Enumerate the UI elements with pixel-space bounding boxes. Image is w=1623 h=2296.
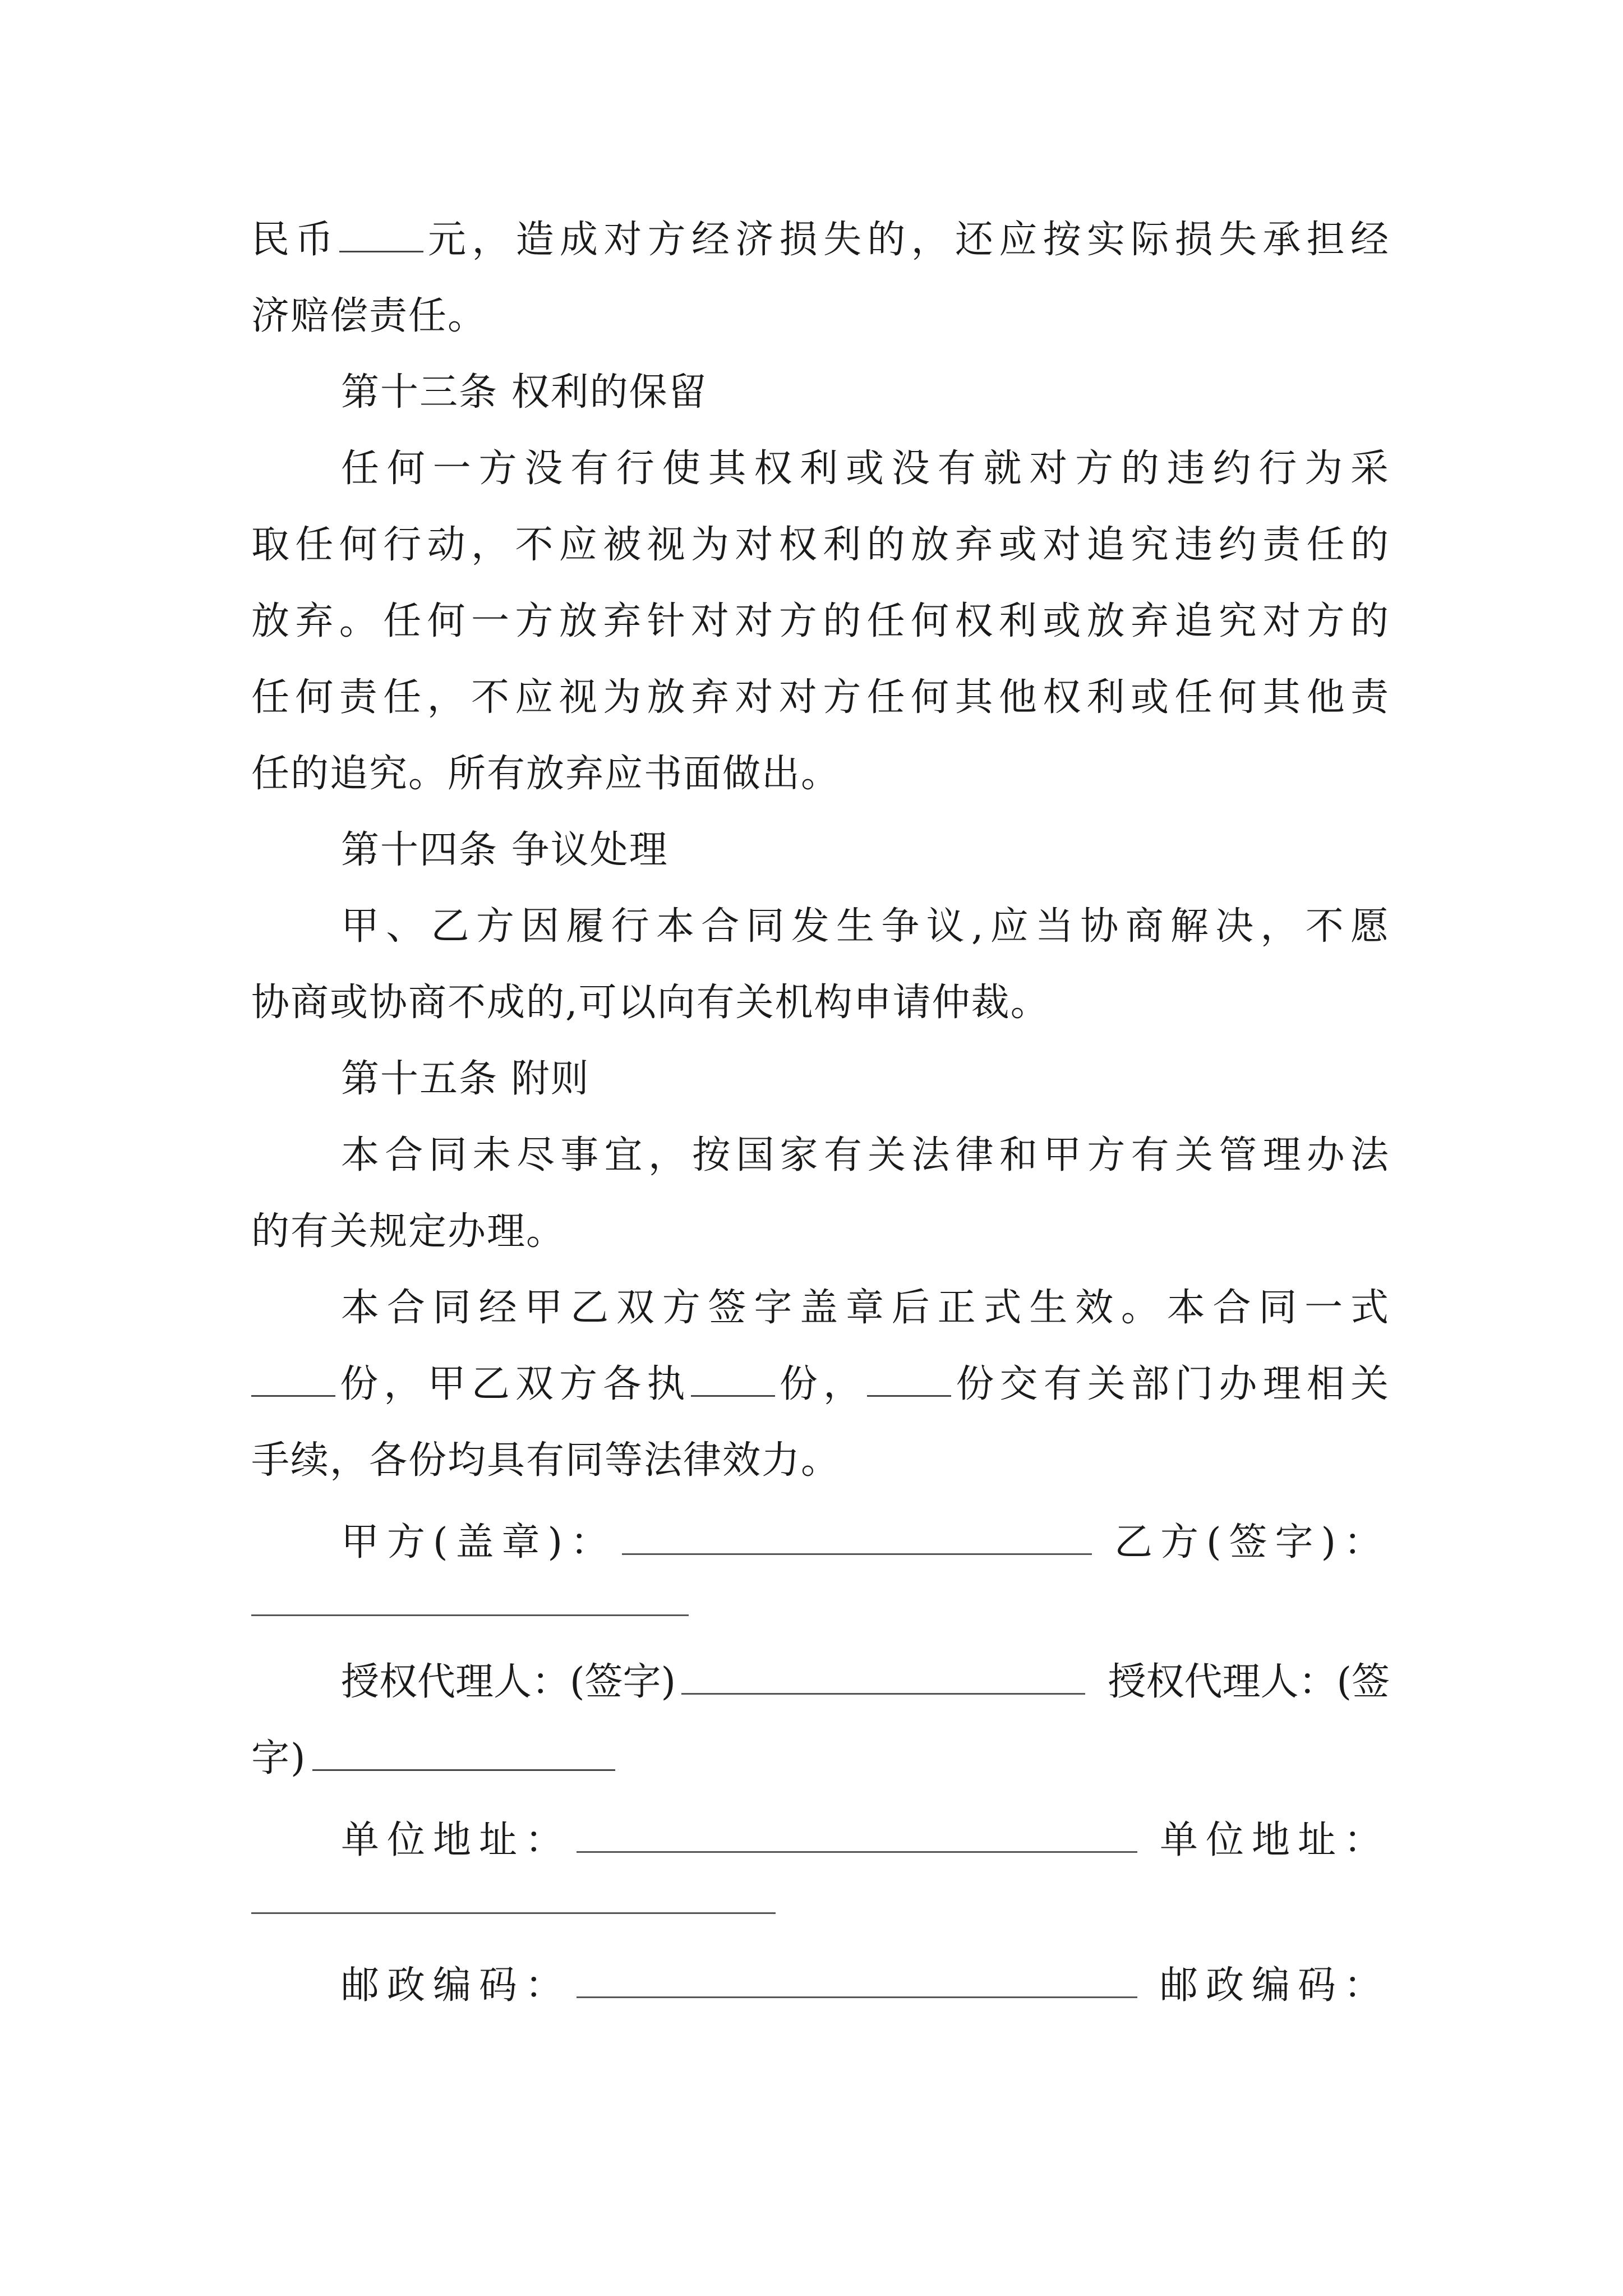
address-b-label: 单位地址： (1159, 1818, 1390, 1862)
text-line: 任何一方没有行使其权利或没有就对方的违约行为采 (341, 447, 1390, 491)
agent-b-label: 授权代理人：(签 (1108, 1660, 1390, 1704)
address-row (251, 1802, 1390, 1879)
text-line: 取任何行动，不应被视为对权利的放弃或对追究违约责任的 (251, 523, 1390, 567)
article-15-title: 第十五条 附则 (341, 1057, 590, 1101)
postcode-row (251, 1948, 1390, 2024)
party-signature-row (251, 1504, 1390, 1581)
agent-b-label-cont: 字) (251, 1736, 307, 1780)
text-line (251, 202, 1390, 278)
spacer (251, 1914, 1390, 1948)
postcode-b-label: 邮政编码： (1159, 1963, 1390, 2008)
text-line: 协商或协商不成的,可以向有关机构申请仲裁。 (251, 981, 1050, 1025)
text-line: 任的追究。所有放弃应书面做出。 (251, 752, 841, 796)
text-line: 手续，各份均具有同等法律效力。 (251, 1438, 841, 1483)
text-line: 济赔偿责任。 (251, 294, 487, 338)
text-fragment: 份，甲乙双方各执 (335, 1362, 691, 1406)
address-a-label: 单位地址： (341, 1818, 571, 1862)
text-line: 放弃。任何一方放弃针对对方的任何权利或放弃追究对方的 (251, 599, 1390, 643)
agent-b-sign-line[interactable] (312, 1736, 615, 1771)
fill-blank-copies-dept[interactable] (867, 1361, 951, 1397)
postcode-a-line[interactable] (577, 1963, 1137, 1998)
article-14-title: 第十四条 争议处理 (341, 828, 668, 872)
agent-a-sign-line[interactable] (681, 1659, 1085, 1695)
party-b-label: 乙方(签字)： (1114, 1520, 1390, 1565)
party-a-label: 甲方(盖章)： (341, 1520, 617, 1565)
spacer (251, 1616, 1390, 1644)
fill-blank-copies-each[interactable] (691, 1361, 775, 1397)
agent-signature-row (251, 1644, 1390, 1720)
address-a-line[interactable] (577, 1818, 1137, 1853)
text-line: 任何责任，不应视为放弃对对方任何其他权利或任何其他责 (251, 675, 1390, 720)
text-fragment: 元，造成对方经济损失的，还应按实际损失承担经 (423, 218, 1390, 262)
text-line (251, 1346, 1390, 1423)
agent-b-row (251, 1720, 1390, 1797)
contract-page (251, 202, 1390, 2024)
postcode-a-label: 邮政编码： (341, 1963, 571, 2008)
party-a-seal-line[interactable] (622, 1520, 1092, 1555)
text-line: 本合同经甲乙双方签字盖章后正式生效。本合同一式 (341, 1286, 1390, 1330)
text-fragment: 份交有关部门办理相关 (951, 1362, 1390, 1406)
text-fragment: 份， (774, 1362, 868, 1406)
fill-blank-copies-total[interactable] (251, 1361, 335, 1397)
fill-blank-amount[interactable] (339, 217, 423, 252)
article-13-title: 第十三条 权利的保留 (341, 370, 708, 415)
text-line: 甲、乙方因履行本合同发生争议,应当协商解决，不愿 (341, 904, 1390, 949)
text-line: 本合同未尽事宜，按国家有关法律和甲方有关管理办法 (341, 1133, 1390, 1177)
text-fragment: 民币 (251, 218, 339, 262)
agent-a-label: 授权代理人：(签字) (341, 1660, 676, 1704)
text-line: 的有关规定办理。 (251, 1209, 566, 1254)
